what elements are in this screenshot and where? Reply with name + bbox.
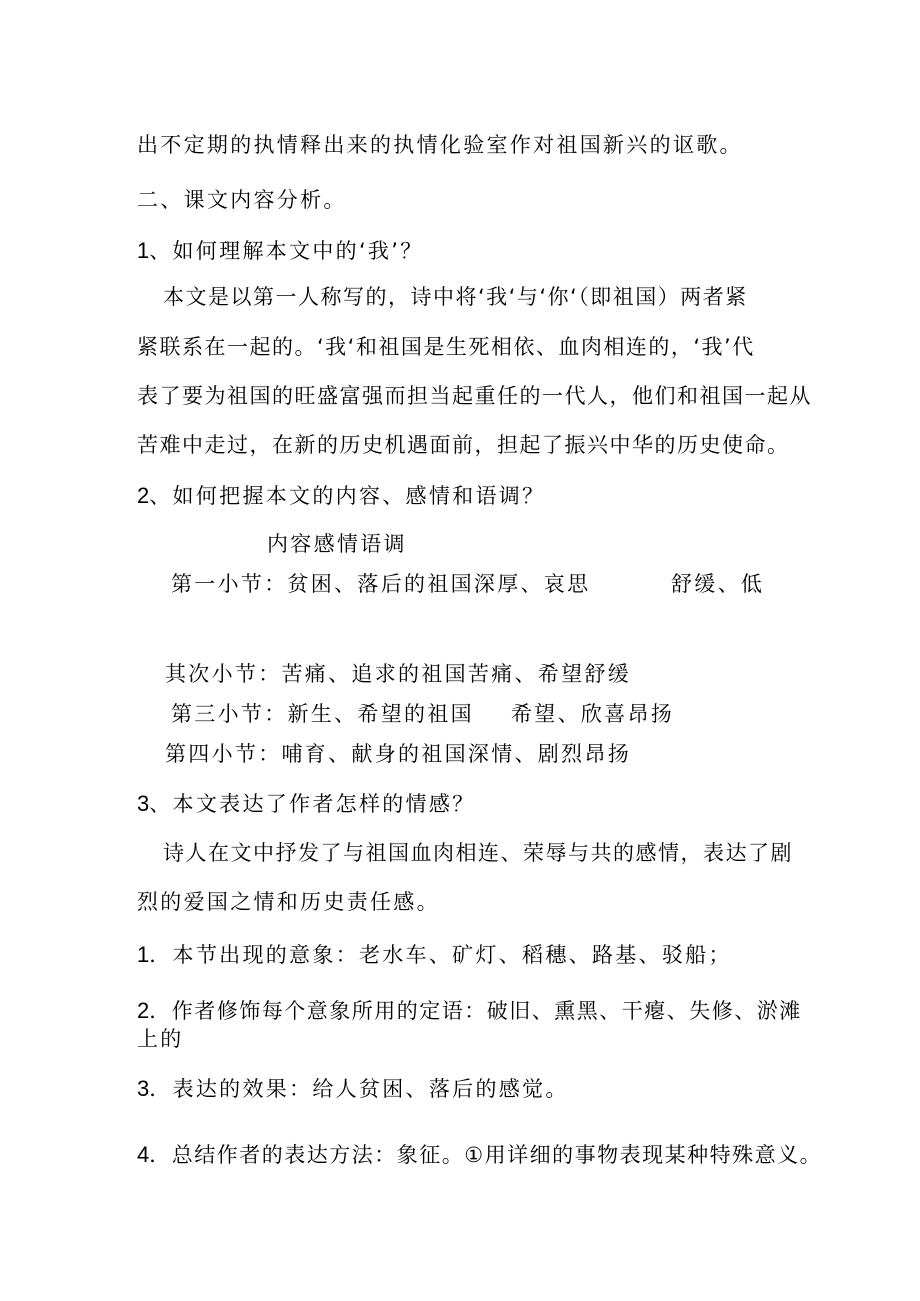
question-text: 、如何把握本文的内容、感情和语调？ bbox=[149, 484, 546, 508]
table-row: 第四小节：哺育、献身的祖国深情、剧烈昂扬 bbox=[165, 742, 631, 766]
paragraph-line: 本文是以第一人称写的，诗中将‘我‘与‘你‘（即祖国）两者紧 bbox=[163, 285, 748, 309]
section-heading: 二、课文内容分析。 bbox=[137, 188, 347, 212]
list-item bbox=[137, 1075, 569, 1103]
question-text: 、如何理解本文中的‘我’？ bbox=[149, 239, 424, 263]
list-text: ．总结作者的表达方法：象征。①用详细的事物表现某种特殊意义。 bbox=[149, 1143, 823, 1167]
list-text: ．作者修饰每个意象所用的定语：破旧、熏黑、干瘪、失修、淤滩 bbox=[149, 999, 802, 1023]
paragraph-line: 出不定期的执情释出来的执情化验室作对祖国新兴的讴歌。 bbox=[137, 133, 743, 157]
list-number: 3 bbox=[137, 1076, 150, 1101]
question-heading bbox=[137, 790, 475, 818]
list-item bbox=[137, 1141, 822, 1169]
list-text: ．本节出现的意象：老水车、矿灯、稻穗、路基、驳船； bbox=[149, 943, 732, 967]
table-header: 内容感情语调 bbox=[267, 532, 407, 556]
list-item-continuation: 上的 bbox=[137, 1027, 184, 1051]
question-heading bbox=[137, 237, 424, 265]
question-number: 2 bbox=[137, 483, 150, 508]
table-row: 其次小节：苦痛、追求的祖国苦痛、希望舒缓 bbox=[165, 662, 631, 686]
paragraph-line: 烈的爱国之情和历史责任感。 bbox=[137, 890, 440, 914]
list-item bbox=[137, 997, 802, 1025]
question-text: 、本文表达了作者怎样的情感？ bbox=[149, 792, 476, 816]
list-item bbox=[137, 941, 732, 969]
paragraph-line: 表了要为祖国的旺盛富强而担当起重任的一代人，他们和祖国一起从 bbox=[137, 384, 812, 408]
question-number: 1 bbox=[137, 238, 150, 263]
table-row-content: 第一小节：贫困、落后的祖国深厚、哀思 bbox=[171, 572, 591, 596]
paragraph-line: 苦难中走过，在新的历史机遇面前，担起了振兴中华的历史使命。 bbox=[137, 433, 790, 457]
list-text: ．表达的效果：给人贫困、落后的感觉。 bbox=[149, 1077, 569, 1101]
list-number: 2 bbox=[137, 998, 150, 1023]
paragraph-line: 诗人在文中抒发了与祖国血肉相连、荣辱与共的感情，表达了剧 bbox=[163, 841, 793, 865]
paragraph-line: 紧联系在一起的。‘我‘和祖国是生死相依、血肉相连的，‘我’代 bbox=[137, 335, 755, 359]
list-number: 1 bbox=[137, 942, 150, 967]
question-number: 3 bbox=[137, 791, 150, 816]
question-heading bbox=[137, 482, 545, 510]
table-row-tone: 希望、欣喜昂扬 bbox=[511, 702, 675, 726]
list-number: 4 bbox=[137, 1142, 150, 1167]
table-row-content: 第三小节：新生、希望的祖国 bbox=[171, 702, 474, 726]
table-row-tone: 舒缓、低 bbox=[671, 572, 765, 596]
